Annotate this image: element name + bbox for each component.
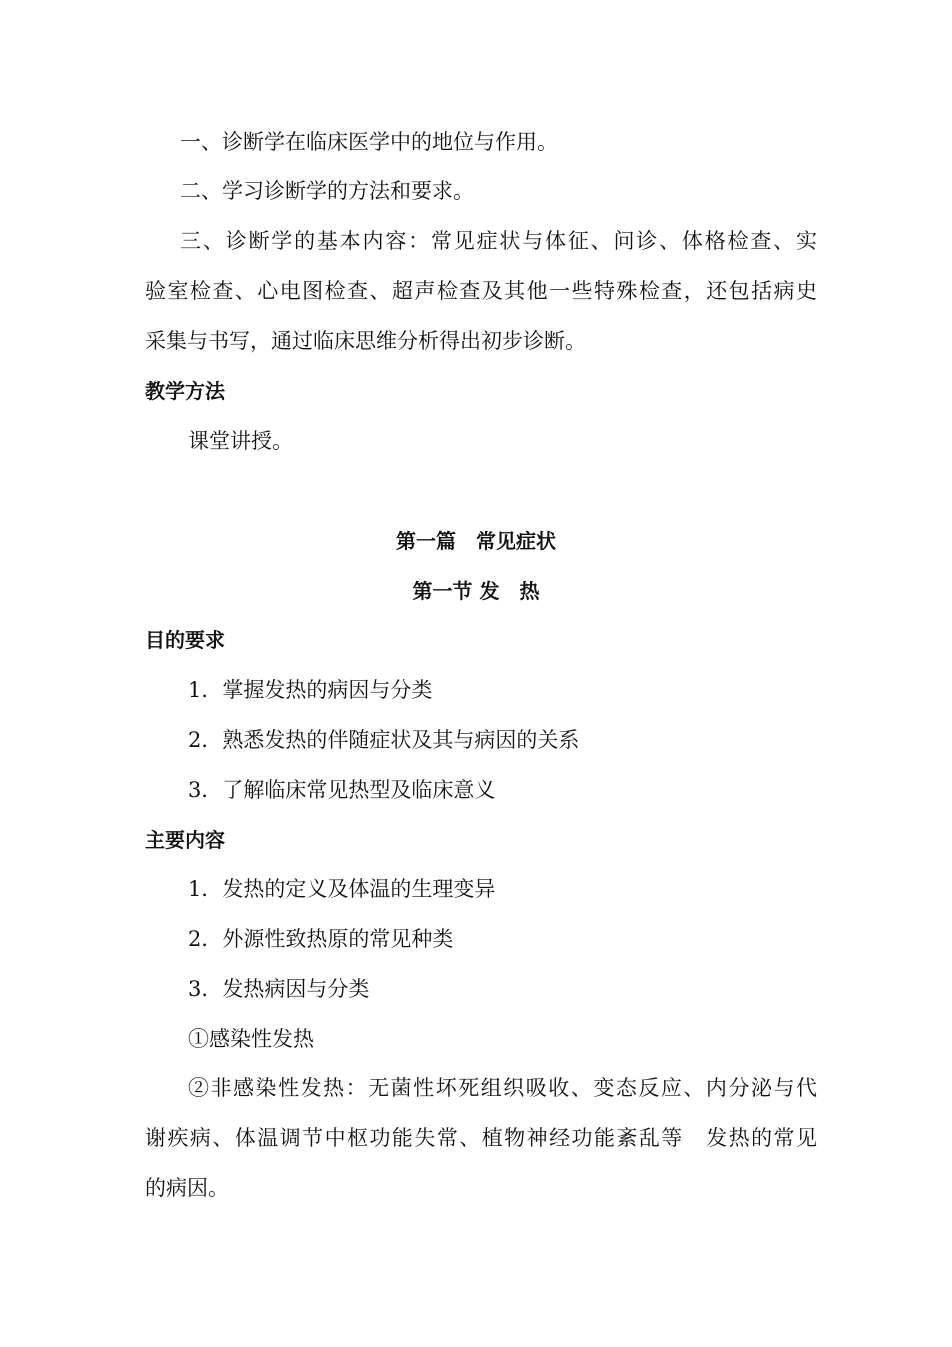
objectives-heading: 目的要求 bbox=[145, 628, 225, 652]
content-sub-2-line-1: ②非感染性发热：无菌性坏死组织吸收、变态反应、内分泌与代 bbox=[188, 1076, 817, 1100]
intro-item-3-line-2: 验室检查、心电图检查、超声检查及其他一些特殊检查，还包括病史 bbox=[145, 279, 817, 303]
main-content-heading: 主要内容 bbox=[145, 828, 225, 852]
section-title: 第一节 发 热 bbox=[412, 579, 540, 603]
intro-item-1: 一、诊断学在临床医学中的地位与作用。 bbox=[180, 130, 558, 154]
content-sub-2-line-3: 的病因。 bbox=[145, 1176, 229, 1200]
objective-item-2: 2．熟悉发热的伴随症状及其与病因的关系 bbox=[188, 728, 580, 752]
intro-item-3-line-3: 采集与书写，通过临床思维分析得出初步诊断。 bbox=[145, 329, 586, 353]
content-item-2: 2．外源性致热原的常见种类 bbox=[188, 927, 454, 951]
content-sub-2-line-2: 谢疾病、体温调节中枢功能失常、植物神经功能紊乱等 发热的常见 bbox=[145, 1126, 817, 1150]
objective-item-1: 1．掌握发热的病因与分类 bbox=[188, 678, 433, 702]
content-item-3: 3．发热病因与分类 bbox=[188, 977, 370, 1001]
teaching-method-heading: 教学方法 bbox=[145, 379, 225, 403]
teaching-method-text: 课堂讲授。 bbox=[188, 429, 293, 453]
objective-item-3: 3．了解临床常见热型及临床意义 bbox=[188, 778, 496, 802]
content-sub-1: ①感染性发热 bbox=[188, 1027, 314, 1051]
content-item-1: 1．发热的定义及体温的生理变异 bbox=[188, 877, 496, 901]
part-title: 第一篇 常见症状 bbox=[396, 529, 556, 553]
intro-item-3-line-1: 三、诊断学的基本内容：常见症状与体征、问诊、体格检查、实 bbox=[180, 229, 817, 253]
intro-item-2: 二、学习诊断学的方法和要求。 bbox=[180, 179, 474, 203]
